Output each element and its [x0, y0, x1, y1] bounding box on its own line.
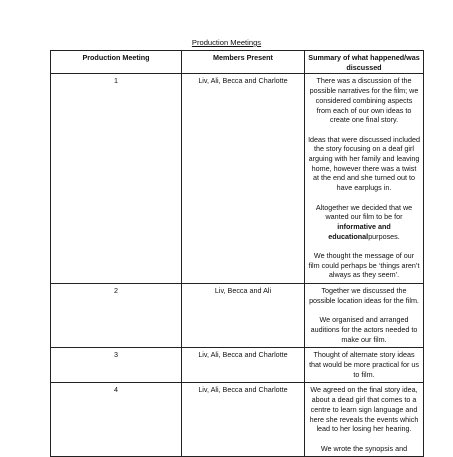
- table-row: [51, 383, 424, 457]
- summary-paragraph: Thought of alternate story ideas that would be more practical for us to film.: [309, 350, 419, 379]
- summary-paragraph: We thought the message of our film could perhaps be ‘things aren’t always as they seem’.: [308, 251, 420, 280]
- members-present: Liv, Becca and Ali: [182, 284, 305, 348]
- meeting-number: 3: [51, 348, 182, 383]
- meeting-number: 2: [51, 284, 182, 348]
- members-present: Liv, Ali, Becca and Charlotte: [182, 383, 305, 457]
- meeting-number: 1: [51, 74, 182, 284]
- summary-paragraph: [308, 203, 420, 242]
- summary-paragraph: We organised and arranged auditions for the actors needed to make our film.: [310, 315, 418, 344]
- summary-bold-text: informative and educational: [328, 221, 391, 241]
- summary-paragraph: Together we discussed the possible location ideas for the film.: [309, 286, 419, 305]
- summary-cell: [305, 74, 424, 284]
- members-present: Liv, Ali, Becca and Charlotte: [182, 74, 305, 284]
- header-production-meeting: Production Meeting: [51, 51, 182, 74]
- document-title: Production Meetings: [191, 38, 262, 47]
- summary-paragraph: We agreed on the final story idea, about a dead girl that comes to a centre to learn sign language and here she reveals the events which lead to her losing her hearing.: [309, 385, 419, 434]
- summary-cell: [305, 383, 424, 457]
- summary-paragraph: We wrote the synopsis and: [320, 443, 408, 453]
- meeting-number: 4: [51, 383, 182, 457]
- header-members-present: Members Present: [182, 51, 305, 74]
- header-summary: Summary of what happened/was discussed: [305, 51, 424, 74]
- production-meetings-table: [50, 50, 424, 457]
- table-row: [51, 284, 424, 348]
- members-present: Liv, Ali, Becca and Charlotte: [182, 348, 305, 383]
- table-row: [51, 74, 424, 284]
- table-row: [51, 348, 424, 383]
- summary-text: Altogether we decided that we wanted our film to be for: [315, 202, 413, 222]
- summary-cell: [305, 348, 424, 383]
- summary-paragraph: There was a discussion of the possible narratives for the film; we considered combining aspects from each of our own ideas to create one final story.: [309, 76, 419, 125]
- summary-cell: [305, 284, 424, 348]
- table-header-row: [51, 51, 424, 74]
- summary-paragraph: Ideas that were discussed included the story focusing on a deaf girl arguing with her family and leaving home, however there was a twist at the end and she turned out to have earplugs in.: [308, 134, 420, 193]
- summary-text: purposes.: [368, 231, 400, 241]
